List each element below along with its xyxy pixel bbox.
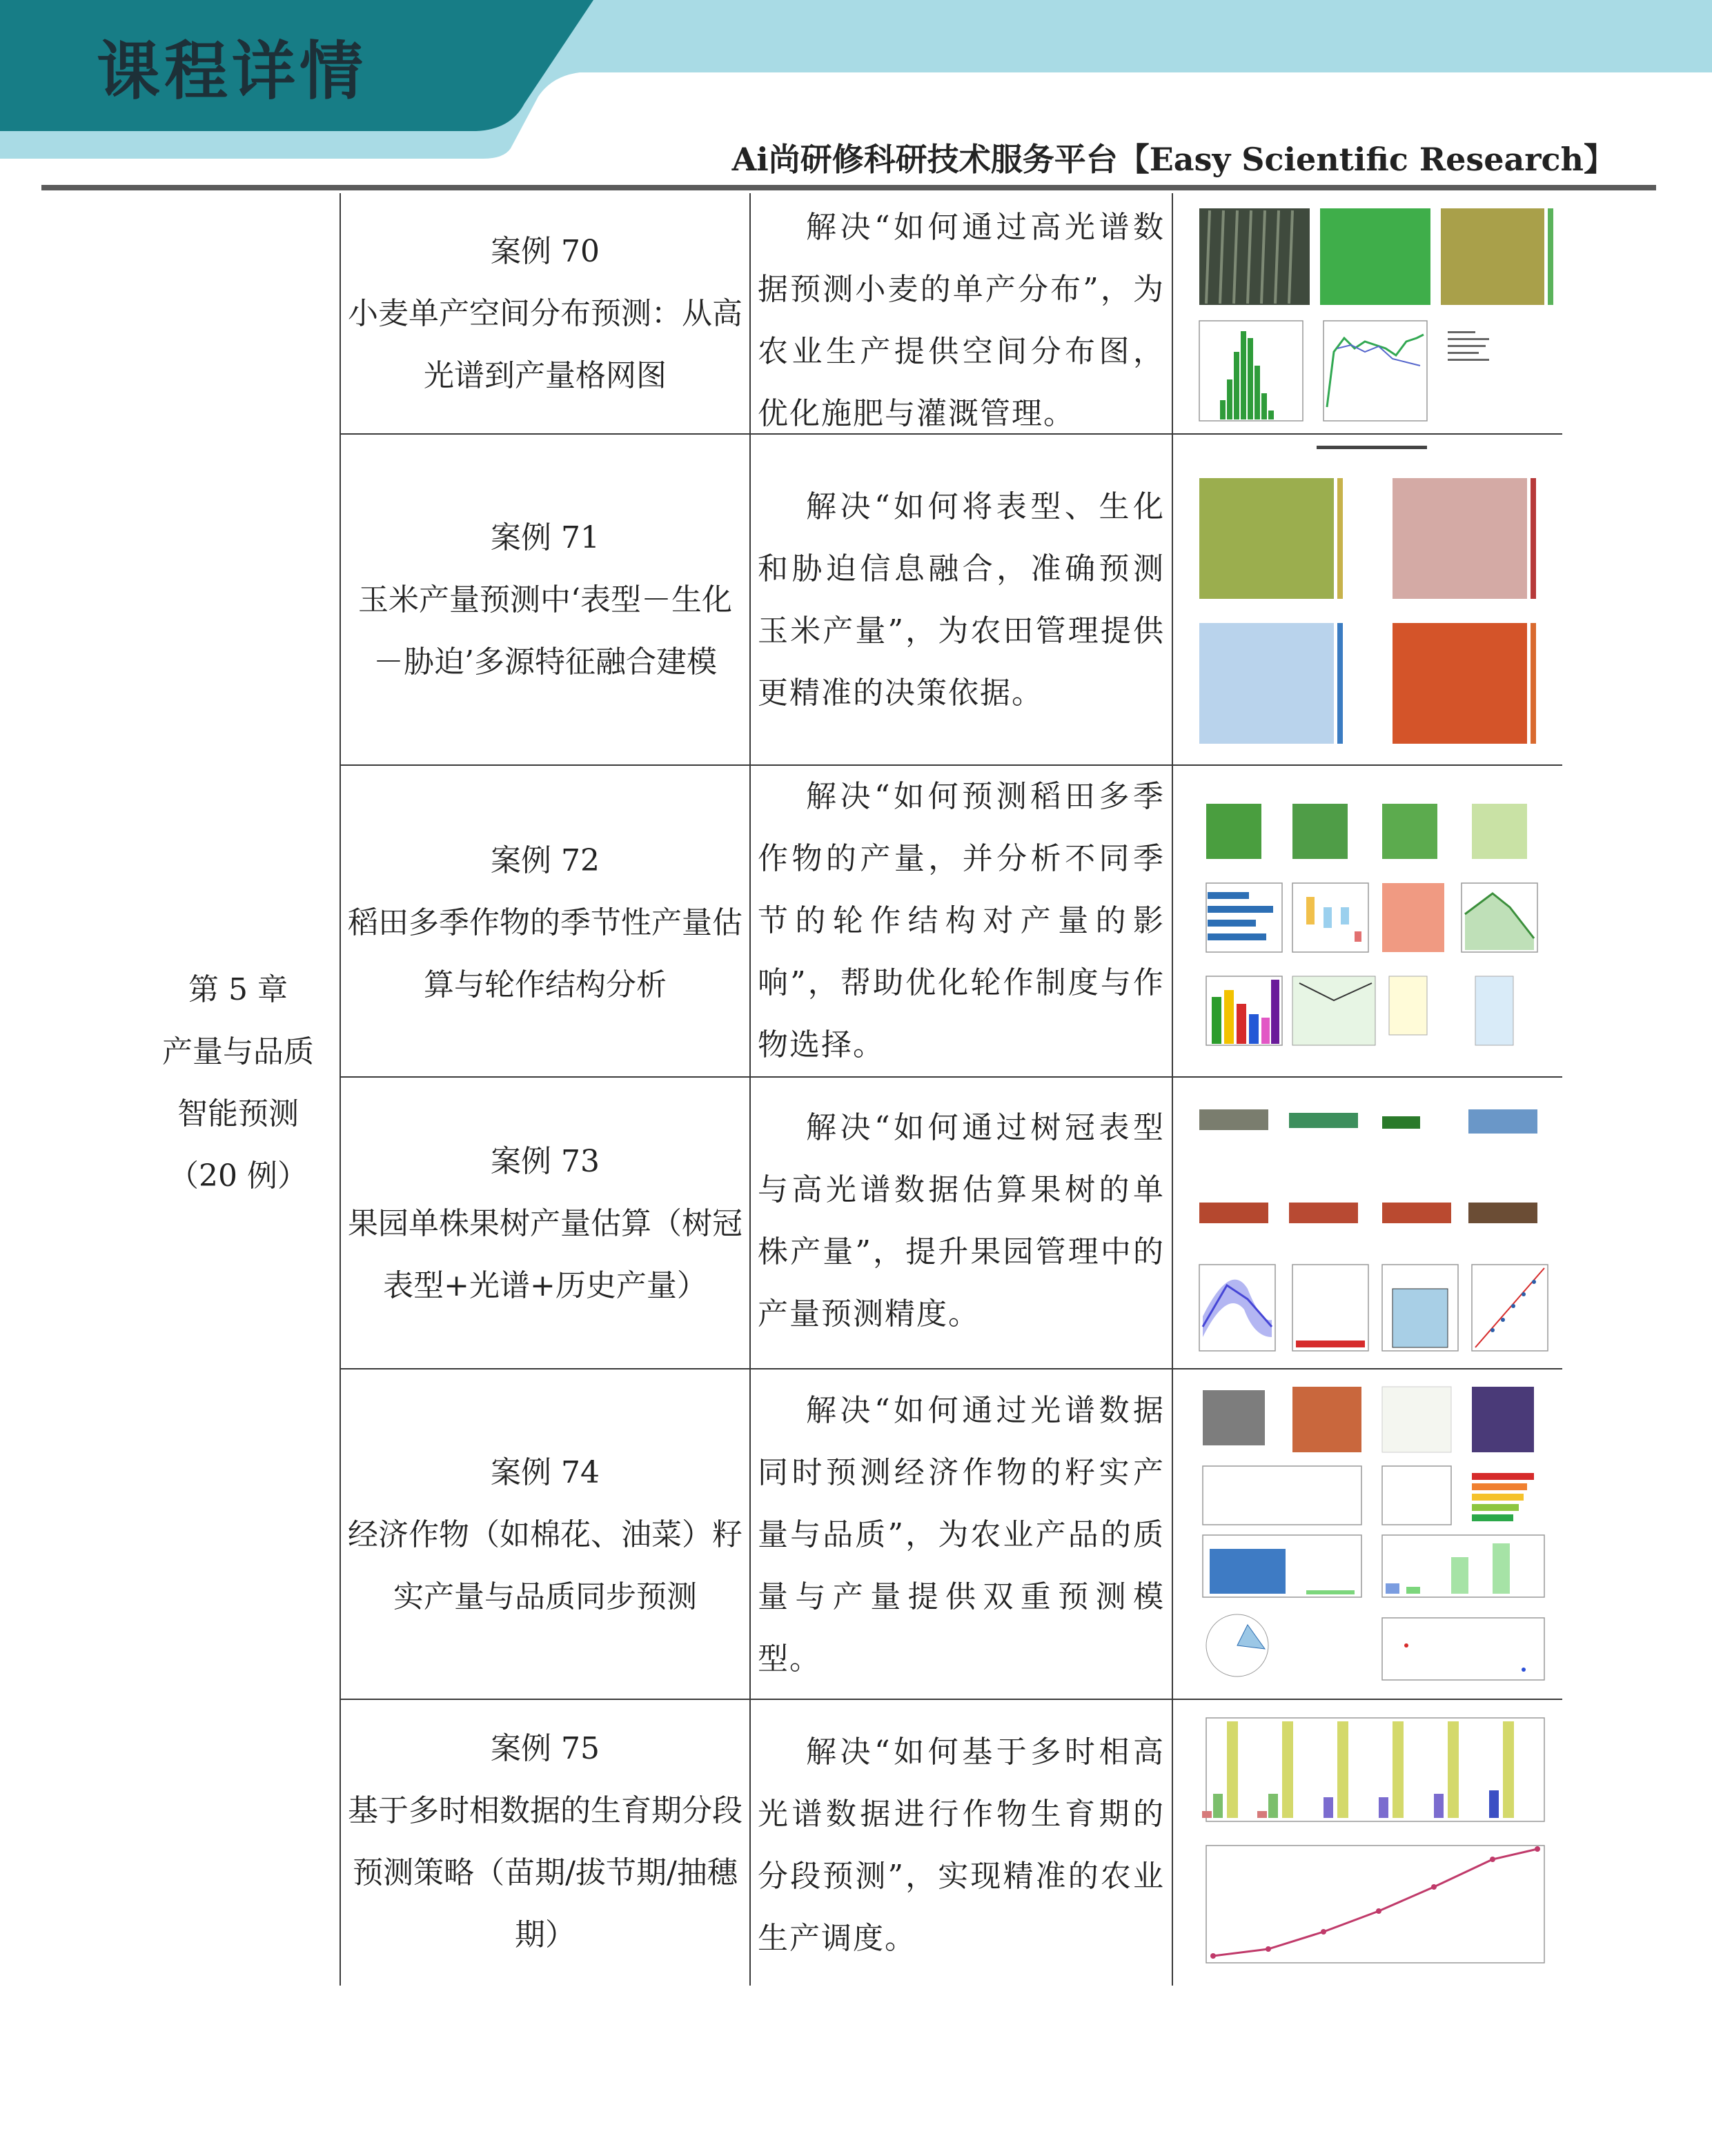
case-71-desc-cell — [758, 476, 1165, 724]
case-title: 稻田多季作物的季节性产量估算与轮作结构分析 — [348, 904, 742, 1002]
case-description: 解决“如何通过光谱数据同时预测经济作物的籽实产量与品质”，为农业产品的质量与产量提供双重预测模型。 — [758, 1393, 1165, 1677]
header-banner — [0, 0, 1712, 178]
case-74-figure — [1179, 1376, 1565, 1694]
case-description: 解决“如何基于多时相高光谱数据进行作物生育期的分段预测”，实现精准的农业生产调度。 — [758, 1734, 1165, 1956]
case-description: 解决“如何将表型、生化和胁迫信息融合，准确预测玉米产量”，为农田管理提供更精准的决策依据。 — [758, 489, 1165, 711]
table-hline-4 — [340, 1368, 1562, 1369]
case-73-title-cell — [345, 1080, 745, 1368]
case-title: 经济作物（如棉花、油菜）籽实产量与品质同步预测 — [348, 1517, 742, 1614]
case-74-title-cell — [345, 1373, 745, 1697]
case-title: 玉米产量预测中‘表型－生化－胁迫’多源特征融合建模 — [358, 582, 732, 680]
case-number: 案例 71 — [491, 520, 600, 555]
table-hline-3 — [340, 1076, 1562, 1078]
case-number: 案例 70 — [491, 234, 600, 269]
case-description: 解决“如何预测稻田多季作物的产量，并分析不同季节的轮作结构对产量的影响”，帮助优化轮作制度与作物选择。 — [758, 779, 1165, 1062]
case-70-title-cell — [345, 197, 745, 431]
case-description: 解决“如何通过高光谱数据预测小麦的单产分布”，为农业生产提供空间分布图，优化施肥与灌溉管理。 — [758, 210, 1165, 431]
case-description: 解决“如何通过树冠表型与高光谱数据估算果树的单株产量”，提升果园管理中的产量预测精度。 — [758, 1110, 1165, 1332]
case-72-figure — [1179, 769, 1565, 1073]
case-72-desc-cell — [758, 766, 1165, 1076]
case-number: 案例 72 — [491, 842, 600, 878]
chapter-title-line1: 产量与品质 — [162, 1034, 314, 1069]
table-vline-2 — [749, 193, 751, 1986]
case-title: 果园单株果树产量估算（树冠表型+光谱+历史产量） — [348, 1206, 742, 1303]
case-75-title-cell — [345, 1704, 745, 1980]
table-hline-5 — [340, 1699, 1562, 1700]
case-70-desc-cell — [758, 197, 1165, 445]
case-title: 小麦单产空间分布预测：从高光谱到产量格网图 — [348, 296, 742, 393]
table-vline-1 — [340, 193, 341, 1986]
case-70-figure — [1179, 200, 1565, 431]
chapter-count: （20 例） — [168, 1158, 308, 1194]
case-75-desc-cell — [758, 1721, 1165, 1970]
case-number: 案例 75 — [491, 1731, 600, 1766]
case-number: 案例 73 — [491, 1144, 600, 1179]
chapter-number: 第 5 章 — [188, 972, 288, 1007]
case-title: 基于多时相数据的生育期分段预测策略（苗期/拔节期/抽穗期） — [348, 1793, 742, 1952]
case-71-title-cell — [345, 438, 745, 762]
case-74-desc-cell — [758, 1380, 1165, 1690]
page-title: 课程详情 — [97, 34, 368, 108]
chapter-cell — [138, 959, 338, 1207]
case-71-figure — [1179, 440, 1565, 761]
header-rule — [41, 185, 1656, 190]
chapter-title-line2: 智能预测 — [177, 1096, 299, 1131]
case-73-desc-cell — [758, 1097, 1165, 1345]
case-72-title-cell — [345, 769, 745, 1076]
case-75-figure — [1179, 1704, 1565, 1980]
case-73-figure — [1179, 1082, 1565, 1365]
case-number: 案例 74 — [491, 1455, 600, 1490]
table-vline-3 — [1172, 193, 1173, 1986]
platform-name: Ai尚研修科研技术服务平台【Easy Scientific Research】 — [731, 141, 1615, 178]
